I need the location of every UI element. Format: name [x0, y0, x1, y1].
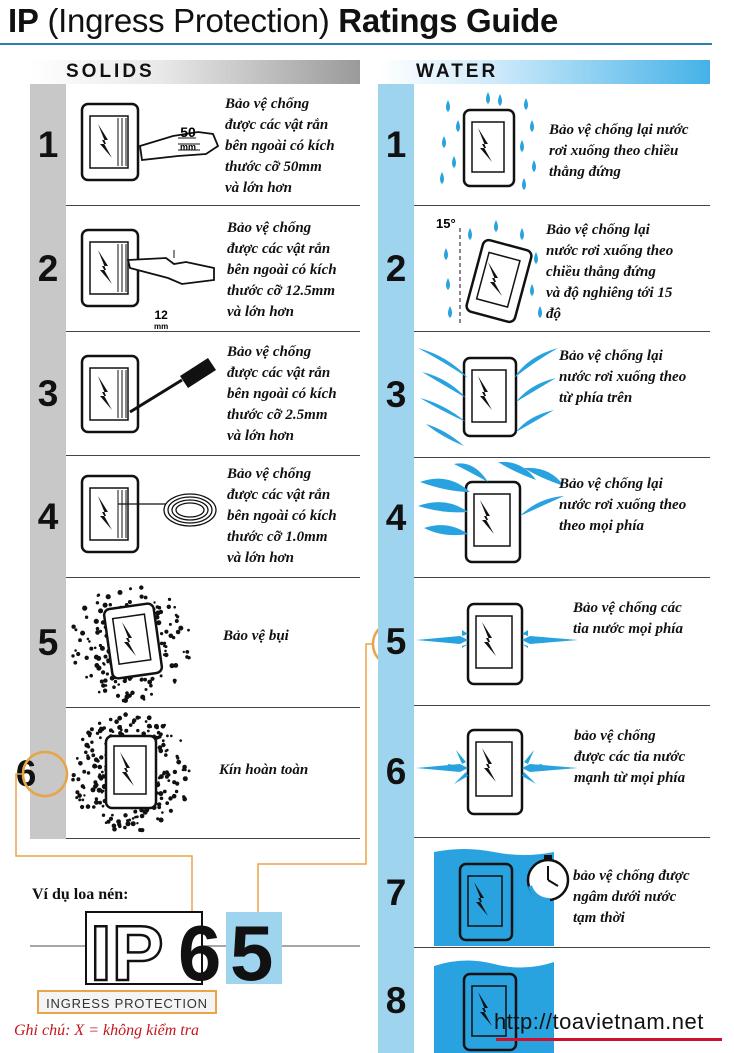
water-desc-1: Bảo vệ chống lại nước rơi xuống theo chiều thẳng đứng [549, 122, 689, 180]
solids-number: 1 [37, 124, 59, 165]
solids-desc-5: Bảo vệ bụi [223, 628, 289, 644]
water-desc-6: bảo vệ chống được các tia nước mạnh từ mọi phía [574, 728, 686, 786]
size-unit: mm [180, 142, 197, 152]
water-row-5 [378, 578, 710, 706]
water-desc-5: Bảo vệ chống các tia nước mọi phía [573, 600, 683, 637]
solids-number: 6 [15, 752, 37, 794]
title-suffix: Ratings Guide [338, 2, 559, 39]
solids-desc-2: Bảo vệ chống được các vật rắn bên ngoài có kích thước cỡ 12.5mm và lớn hơn [227, 220, 337, 320]
device-splash-all-icon [418, 462, 568, 572]
dust-particle [139, 585, 143, 589]
device-with-finger-icon [78, 224, 228, 316]
device-powerful-jets-icon [416, 724, 578, 824]
water-number: 5 [385, 621, 407, 662]
water-number: 6 [385, 751, 407, 792]
water-row-2 [378, 206, 710, 332]
water-row-3 [378, 332, 710, 458]
example-label: Ví dụ loa nén: [32, 886, 129, 903]
water-number: 1 [385, 124, 407, 165]
ip-solid-digit: 6 [178, 909, 222, 988]
size-unit: mm [154, 322, 169, 331]
callout-connectors [0, 600, 390, 920]
solids-number: 4 [37, 496, 59, 537]
device-spray-above-icon [418, 342, 558, 452]
device-with-hand-icon [78, 98, 228, 188]
watermark-url: http://toavietnam.net [494, 1009, 704, 1034]
solids-row-4 [30, 456, 360, 578]
solids-number: 5 [37, 622, 59, 663]
dust-particle [97, 594, 100, 597]
solids-header: SOLIDS [30, 60, 360, 84]
device-with-screwdriver-icon [78, 350, 228, 440]
title-middle: (Ingress Protection) [38, 2, 339, 39]
water-row-4 [378, 458, 710, 578]
water-column [378, 84, 710, 1053]
water-number: 2 [385, 248, 407, 289]
title-divider [0, 43, 712, 45]
size-label-50 [180, 126, 196, 154]
solids-desc-3: Bảo vệ chống được các vật rắn bên ngoài có kích thước cỡ 2.5mm và lớn hơn [227, 344, 337, 444]
water-row-7 [378, 838, 710, 948]
device-dripping-water-icon [434, 90, 544, 202]
dust-particle [129, 587, 132, 590]
title-prefix: IP [8, 2, 39, 39]
water-header: WATER [378, 60, 710, 84]
size-label-12mm [154, 310, 168, 332]
device-with-wire-coil-icon [78, 470, 228, 562]
water-row-6 [378, 706, 710, 838]
water-number: 8 [385, 979, 407, 1021]
solids-row-3 [30, 332, 360, 456]
page-title [8, 2, 558, 40]
ip-code-example [30, 908, 360, 988]
water-desc-4: Bảo vệ chống lại nước rơi xuống theo theo mọi phía [559, 476, 687, 534]
dust-particle [140, 595, 144, 599]
dust-particle [144, 596, 148, 600]
water-number: 3 [385, 374, 407, 415]
solids-desc-4: Bảo vệ chống được các vật rắn bên ngoài có kích thước cỡ 1.0mm và lớn hơn [227, 466, 337, 566]
water-number: 4 [385, 497, 407, 538]
water-desc-2: Bảo vệ chống lại nước rơi xuống theo chiều thẳng đứng và độ nghiêng tới 15 độ [546, 222, 674, 322]
device-immersed-icon [434, 846, 574, 946]
solids-row-2 [30, 206, 360, 332]
note-text: Ghi chú: X = không kiểm tra [14, 1022, 199, 1039]
callout-ring-solid [23, 752, 67, 796]
ingress-protection-label: INGRESS PROTECTION [37, 990, 217, 1014]
ip-prefix: IP [90, 909, 164, 988]
solids-row-1 [30, 84, 360, 206]
dust-particle [118, 590, 123, 595]
dust-particle [106, 594, 111, 599]
device-tilted-water-icon [436, 218, 548, 330]
ip-water-digit: 5 [230, 909, 274, 988]
solids-desc-1: Bảo vệ chống được các vật rắn bên ngoài có kích thước cỡ 50mm và lớn hơn [225, 96, 335, 196]
solids-desc-6: Kín hoàn toàn [219, 762, 309, 778]
solids-number: 3 [37, 373, 59, 414]
water-desc-7: bảo vệ chống được ngâm dưới nước tạm thời [573, 868, 690, 926]
angle-label: 15° [436, 216, 456, 231]
water-row-1 [378, 84, 710, 206]
solids-number: 2 [37, 248, 59, 289]
water-desc-3: Bảo vệ chống lại nước rơi xuống theo từ phía trên [559, 348, 687, 406]
device-water-jets-icon [416, 596, 578, 688]
size-value: 50 [180, 124, 196, 140]
size-value: 12 [154, 308, 168, 322]
watermark-underline [496, 1038, 722, 1041]
water-number: 7 [385, 872, 407, 913]
